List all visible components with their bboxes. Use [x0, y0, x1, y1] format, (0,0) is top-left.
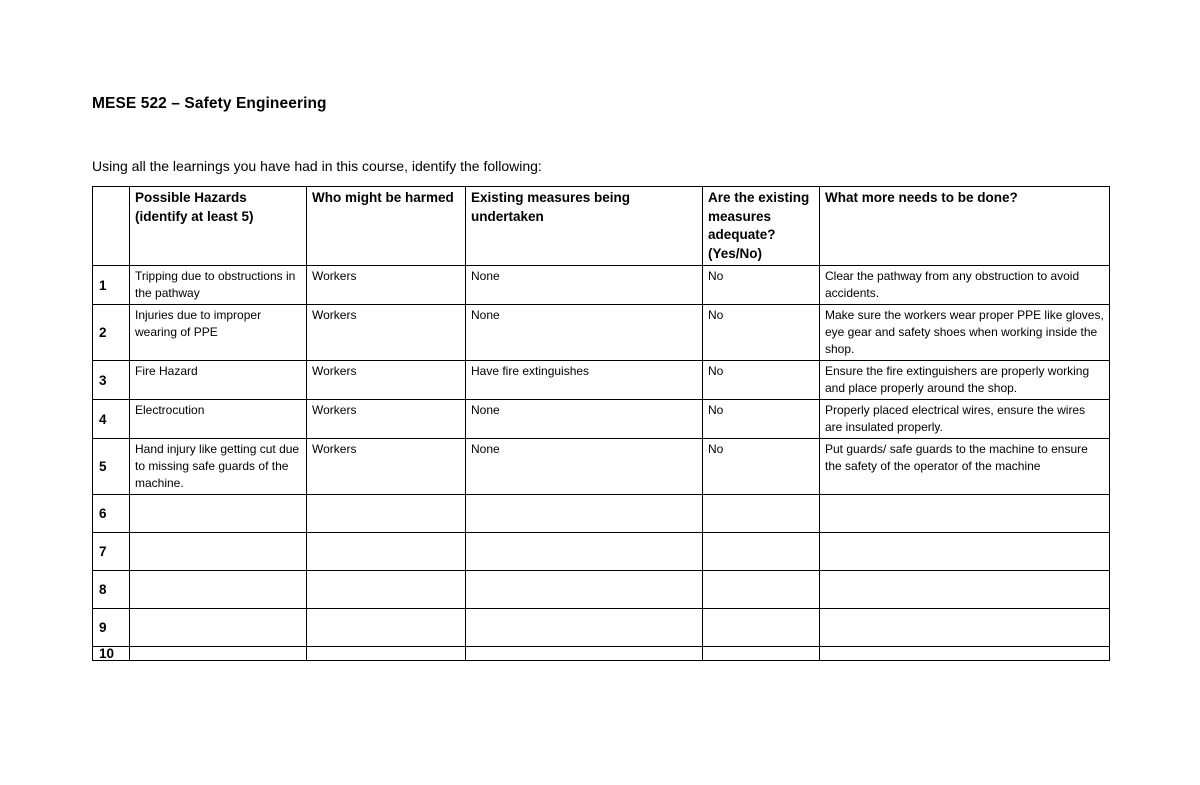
adequate-cell [703, 533, 820, 571]
hazard-cell: Tripping due to obstructions in the pathway [130, 266, 307, 305]
more-cell [820, 647, 1110, 661]
existing-cell [466, 533, 703, 571]
table-row [93, 439, 1110, 495]
who-cell [307, 495, 466, 533]
more-cell [820, 533, 1110, 571]
who-cell [307, 647, 466, 661]
table-row [93, 305, 1110, 361]
more-cell [820, 495, 1110, 533]
row-number: 2 [93, 305, 130, 361]
existing-cell: None [466, 439, 703, 495]
header-existing-measures: Existing measures being undertaken [466, 187, 703, 266]
more-cell: Clear the pathway from any obstruction to avoid accidents. [820, 266, 1110, 305]
who-cell: Workers [307, 266, 466, 305]
adequate-cell: No [703, 305, 820, 361]
header-more-needed: What more needs to be done? [820, 187, 1110, 266]
existing-cell [466, 647, 703, 661]
header-number [93, 187, 130, 266]
table-header-row [93, 187, 1110, 266]
row-number: 5 [93, 439, 130, 495]
hazard-cell: Electrocution [130, 400, 307, 439]
who-cell: Workers [307, 400, 466, 439]
who-cell: Workers [307, 305, 466, 361]
more-cell: Put guards/ safe guards to the machine to ensure the safety of the operator of the machine [820, 439, 1110, 495]
hazard-cell: Hand injury like getting cut due to missing safe guards of the machine. [130, 439, 307, 495]
who-cell [307, 571, 466, 609]
hazard-cell [130, 609, 307, 647]
more-cell: Ensure the fire extinguishers are properly working and place properly around the shop. [820, 361, 1110, 400]
row-number: 9 [93, 609, 130, 647]
table-row [93, 400, 1110, 439]
table-row [93, 266, 1110, 305]
table-row [93, 533, 1110, 571]
row-number: 6 [93, 495, 130, 533]
adequate-cell: No [703, 439, 820, 495]
row-number: 10 [93, 647, 130, 661]
hazard-cell: Fire Hazard [130, 361, 307, 400]
existing-cell [466, 571, 703, 609]
existing-cell: None [466, 266, 703, 305]
more-cell: Make sure the workers wear proper PPE like gloves, eye gear and safety shoes when working inside the shop. [820, 305, 1110, 361]
row-number: 4 [93, 400, 130, 439]
adequate-cell: No [703, 266, 820, 305]
existing-cell: None [466, 305, 703, 361]
hazard-cell [130, 647, 307, 661]
instruction-text: Using all the learnings you have had in this course, identify the following: [92, 158, 542, 174]
adequate-cell [703, 571, 820, 609]
who-cell: Workers [307, 439, 466, 495]
adequate-cell [703, 647, 820, 661]
header-possible-hazards: Possible Hazards (identify at least 5) [130, 187, 307, 266]
hazard-cell [130, 495, 307, 533]
hazard-cell [130, 571, 307, 609]
existing-cell: None [466, 400, 703, 439]
row-number: 1 [93, 266, 130, 305]
table-row [93, 495, 1110, 533]
who-cell [307, 609, 466, 647]
who-cell: Workers [307, 361, 466, 400]
existing-cell: Have fire extinguishes [466, 361, 703, 400]
more-cell [820, 609, 1110, 647]
document-title: MESE 522 – Safety Engineering [92, 95, 327, 112]
existing-cell [466, 495, 703, 533]
table-row [93, 571, 1110, 609]
header-who-harmed: Who might be harmed [307, 187, 466, 266]
who-cell [307, 533, 466, 571]
existing-cell [466, 609, 703, 647]
hazard-cell: Injuries due to improper wearing of PPE [130, 305, 307, 361]
table-row [93, 609, 1110, 647]
adequate-cell [703, 495, 820, 533]
hazard-cell [130, 533, 307, 571]
header-adequate: Are the existing measures adequate? (Yes/No) [703, 187, 820, 266]
table-row [93, 361, 1110, 400]
more-cell [820, 571, 1110, 609]
hazard-table [92, 186, 1110, 661]
adequate-cell: No [703, 400, 820, 439]
adequate-cell [703, 609, 820, 647]
more-cell: Properly placed electrical wires, ensure the wires are insulated properly. [820, 400, 1110, 439]
row-number: 7 [93, 533, 130, 571]
adequate-cell: No [703, 361, 820, 400]
row-number: 3 [93, 361, 130, 400]
row-number: 8 [93, 571, 130, 609]
table-row [93, 647, 1110, 661]
